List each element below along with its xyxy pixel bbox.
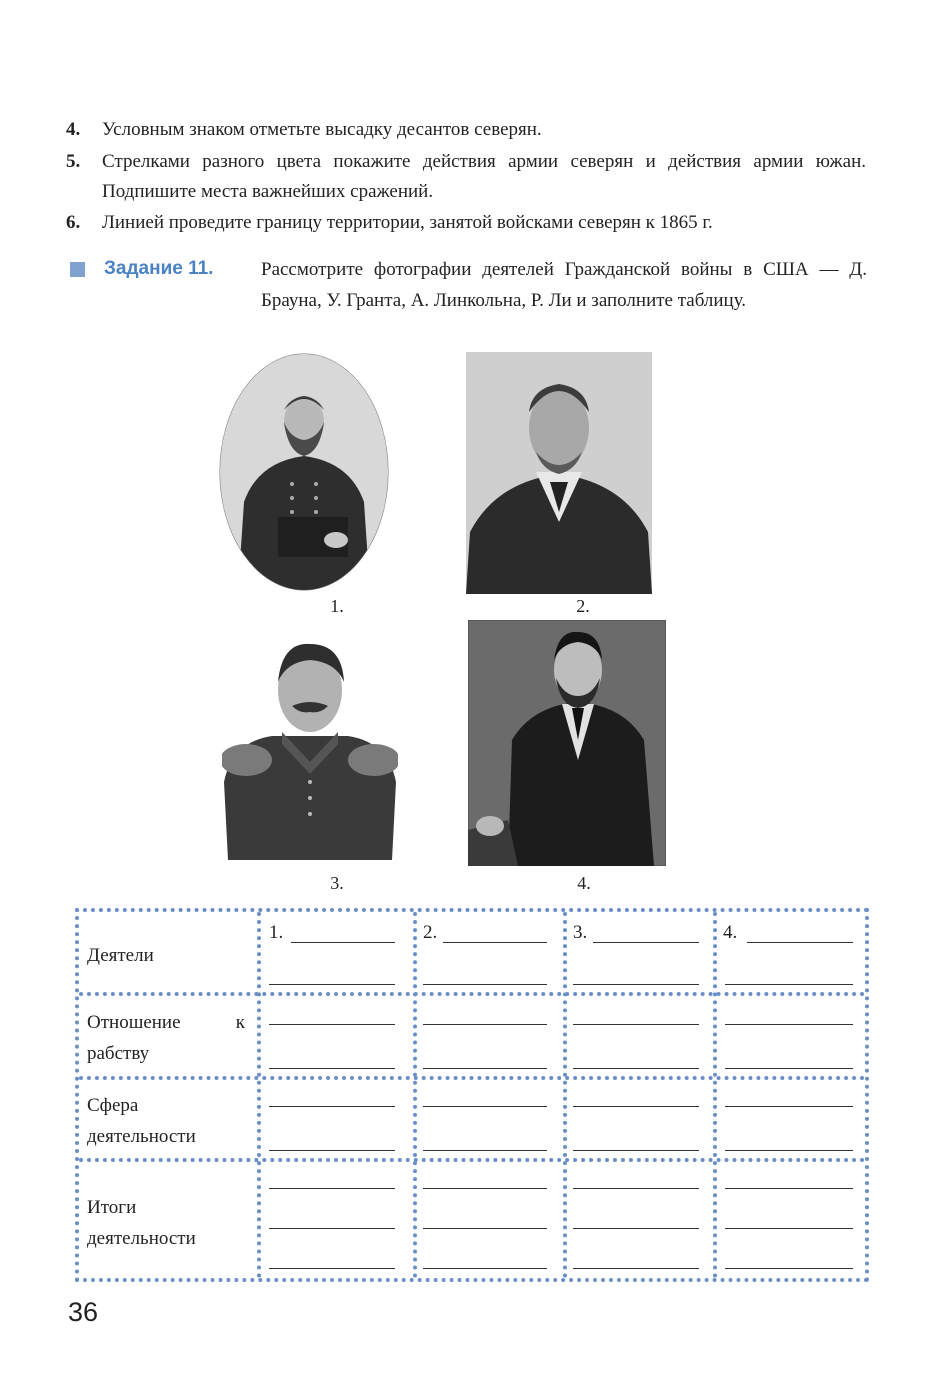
photo-2-portrait: [466, 352, 652, 594]
column-number-4: 4.: [723, 922, 738, 943]
column-divider: [563, 912, 567, 1278]
instruction-item-5: [66, 147, 866, 207]
write-line[interactable]: [443, 942, 547, 943]
write-line[interactable]: [423, 1188, 547, 1189]
write-line[interactable]: [269, 1268, 395, 1269]
item-text: Условным знаком отметьте высадку десантов северян.: [102, 119, 542, 140]
write-line[interactable]: [269, 1068, 395, 1069]
write-line[interactable]: [573, 1188, 699, 1189]
write-line[interactable]: [573, 1068, 699, 1069]
write-line[interactable]: [423, 1268, 547, 1269]
row-label-results-of-activity: Итоги деятельности: [87, 1197, 196, 1249]
photo-3-portrait: [222, 632, 398, 860]
photo-3-caption: 3.: [330, 873, 344, 893]
photo-1-portrait: [218, 352, 390, 592]
item-number: 5.: [66, 151, 81, 172]
write-line[interactable]: [423, 1150, 547, 1151]
write-line[interactable]: [725, 1188, 853, 1189]
row-divider: [79, 1076, 865, 1080]
write-line[interactable]: [423, 984, 547, 985]
item-text: Стрелками разного цвета покажите действия армии северян и действия армии южан. Подпишите места важнейших сражений.: [102, 151, 866, 202]
write-line[interactable]: [725, 1024, 853, 1025]
write-line[interactable]: [573, 984, 699, 985]
item-number: 6.: [66, 212, 81, 233]
item-text: Линией проведите границу территории, занятой войсками северян к 1865 г.: [102, 212, 713, 233]
write-line[interactable]: [747, 942, 853, 943]
row-divider: [79, 1158, 865, 1162]
write-line[interactable]: [725, 1106, 853, 1107]
write-line[interactable]: [269, 1024, 395, 1025]
photo-4-caption: 4.: [577, 873, 591, 893]
row-label-figures: Деятели: [87, 945, 154, 966]
instruction-item-4: [66, 115, 866, 145]
photo-4-portrait: [468, 620, 666, 866]
write-line[interactable]: [269, 1228, 395, 1229]
column-number-2: 2.: [423, 922, 438, 943]
write-line[interactable]: [573, 1106, 699, 1107]
row-divider: [79, 992, 865, 996]
photo-2-caption: 2.: [576, 596, 590, 616]
write-line[interactable]: [269, 1188, 395, 1189]
column-number-1: 1.: [269, 922, 284, 943]
write-line[interactable]: [423, 1024, 547, 1025]
write-line[interactable]: [725, 1150, 853, 1151]
item-number: 4.: [66, 119, 81, 140]
write-line[interactable]: [269, 1106, 395, 1107]
write-line[interactable]: [423, 1228, 547, 1229]
write-line[interactable]: [423, 1106, 547, 1107]
write-line[interactable]: [573, 1268, 699, 1269]
write-line[interactable]: [725, 1068, 853, 1069]
write-line[interactable]: [423, 1068, 547, 1069]
column-divider: [257, 912, 261, 1278]
column-divider: [413, 912, 417, 1278]
page-number: 36: [68, 1297, 99, 1327]
task-square-icon: [70, 262, 85, 277]
write-line[interactable]: [269, 984, 395, 985]
write-line[interactable]: [573, 1228, 699, 1229]
column-number-3: 3.: [573, 922, 588, 943]
write-line[interactable]: [725, 984, 853, 985]
row-label-attitude-to-slavery: Отношение к рабству: [87, 1012, 245, 1064]
write-line[interactable]: [573, 1024, 699, 1025]
write-line[interactable]: [725, 1268, 853, 1269]
write-line[interactable]: [593, 942, 699, 943]
write-line[interactable]: [573, 1150, 699, 1151]
write-line[interactable]: [269, 1150, 395, 1151]
write-line[interactable]: [291, 942, 395, 943]
activity-table: [75, 908, 869, 1282]
write-line[interactable]: [725, 1228, 853, 1229]
column-divider: [713, 912, 717, 1278]
photo-1-caption: 1.: [330, 596, 344, 616]
instruction-item-6: [66, 208, 866, 238]
row-label-sphere-of-activity: Сфера деятельности: [87, 1095, 196, 1147]
task-label: Задание 11.: [104, 258, 214, 279]
task-text: Рассмотрите фотографии деятелей Гражданской войны в США — Д. Брауна, У. Гранта, А. Линкольна, Р. Ли и заполните таблицу.: [261, 259, 867, 311]
